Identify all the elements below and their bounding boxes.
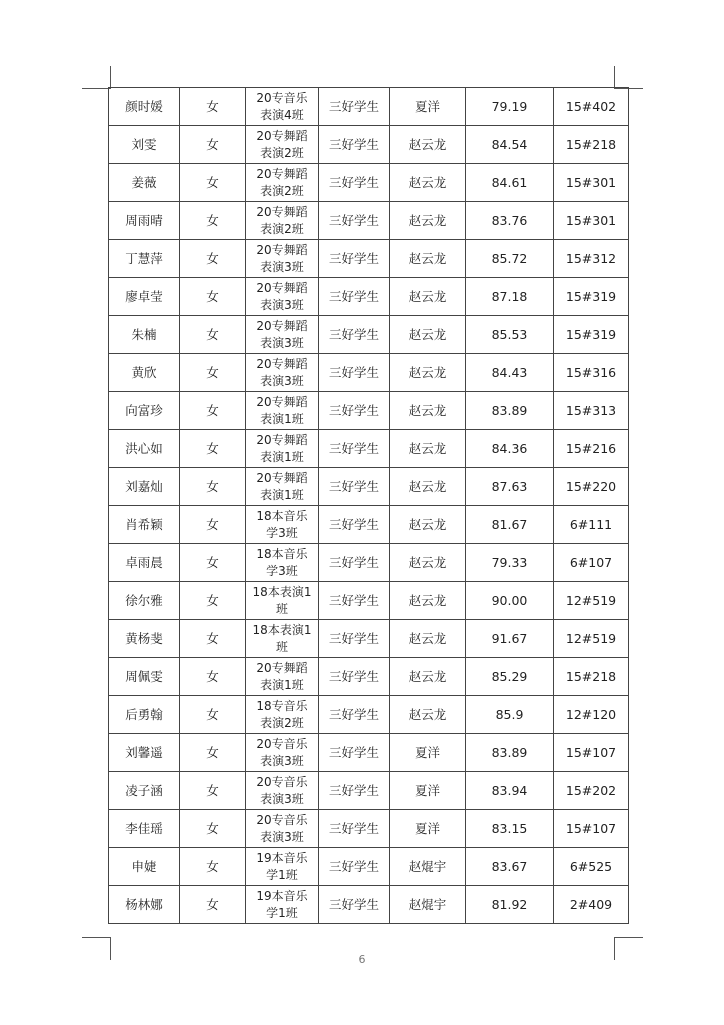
advisor-cell: 赵云龙 — [390, 696, 466, 734]
name-cell: 徐尔雅 — [109, 582, 180, 620]
table-row — [109, 164, 629, 202]
award-cell: 三好学生 — [319, 126, 390, 164]
class-line-2: 学1班 — [266, 905, 298, 920]
advisor-cell: 赵云龙 — [390, 392, 466, 430]
gender-cell: 女 — [180, 620, 246, 658]
advisor-cell: 赵云龙 — [390, 354, 466, 392]
gender-cell: 女 — [180, 696, 246, 734]
score-cell: 79.19 — [466, 88, 554, 126]
class-line-1: 20专舞蹈 — [256, 470, 308, 485]
table-row — [109, 544, 629, 582]
table-row — [109, 506, 629, 544]
advisor-cell: 夏洋 — [390, 810, 466, 848]
page-number: 6 — [358, 953, 366, 966]
name-cell: 肖希颖 — [109, 506, 180, 544]
class-cell — [246, 88, 319, 126]
class-cell — [246, 734, 319, 772]
class-cell — [246, 620, 319, 658]
advisor-cell: 夏洋 — [390, 772, 466, 810]
score-cell: 85.9 — [466, 696, 554, 734]
advisor-cell: 赵云龙 — [390, 620, 466, 658]
class-line-2: 学3班 — [266, 525, 298, 540]
class-line-2: 班 — [275, 601, 288, 616]
gender-cell: 女 — [180, 506, 246, 544]
class-line-1: 20专舞蹈 — [256, 432, 308, 447]
class-line-2: 表演3班 — [260, 259, 304, 274]
class-line-1: 20专舞蹈 — [256, 280, 308, 295]
name-cell: 卓雨晨 — [109, 544, 180, 582]
class-line-1: 20专舞蹈 — [256, 166, 308, 181]
award-cell: 三好学生 — [319, 658, 390, 696]
advisor-cell: 赵云龙 — [390, 126, 466, 164]
score-cell: 81.92 — [466, 886, 554, 924]
score-cell: 85.53 — [466, 316, 554, 354]
table-row — [109, 126, 629, 164]
score-cell: 84.43 — [466, 354, 554, 392]
advisor-cell: 赵云龙 — [390, 506, 466, 544]
name-cell: 周佩雯 — [109, 658, 180, 696]
class-line-1: 18专音乐 — [256, 698, 308, 713]
table-row — [109, 810, 629, 848]
class-cell — [246, 810, 319, 848]
student-award-table — [108, 87, 629, 924]
name-cell: 姜薇 — [109, 164, 180, 202]
dorm-cell: 15#301 — [554, 164, 629, 202]
gender-cell: 女 — [180, 810, 246, 848]
advisor-cell: 赵云龙 — [390, 202, 466, 240]
table-body — [109, 88, 629, 924]
class-cell — [246, 772, 319, 810]
dorm-cell: 15#319 — [554, 316, 629, 354]
award-cell: 三好学生 — [319, 582, 390, 620]
score-cell: 79.33 — [466, 544, 554, 582]
gender-cell: 女 — [180, 582, 246, 620]
dorm-cell: 15#313 — [554, 392, 629, 430]
class-line-2: 表演2班 — [260, 145, 304, 160]
gender-cell: 女 — [180, 278, 246, 316]
name-cell: 刘嘉灿 — [109, 468, 180, 506]
dorm-cell: 15#218 — [554, 658, 629, 696]
table-row — [109, 316, 629, 354]
name-cell: 黄欣 — [109, 354, 180, 392]
advisor-cell: 赵云龙 — [390, 164, 466, 202]
table-row — [109, 734, 629, 772]
table-row — [109, 772, 629, 810]
class-line-2: 表演1班 — [260, 677, 304, 692]
class-line-1: 20专舞蹈 — [256, 356, 308, 371]
dorm-cell: 12#519 — [554, 620, 629, 658]
class-line-2: 表演4班 — [260, 107, 304, 122]
advisor-cell: 赵云龙 — [390, 430, 466, 468]
score-cell: 83.89 — [466, 734, 554, 772]
gender-cell: 女 — [180, 468, 246, 506]
advisor-cell: 赵云龙 — [390, 278, 466, 316]
dorm-cell: 6#107 — [554, 544, 629, 582]
class-line-2: 表演1班 — [260, 411, 304, 426]
crop-mark-top-right — [614, 66, 643, 89]
award-cell: 三好学生 — [319, 886, 390, 924]
class-cell — [246, 696, 319, 734]
class-line-1: 20专舞蹈 — [256, 318, 308, 333]
award-cell: 三好学生 — [319, 88, 390, 126]
class-cell — [246, 582, 319, 620]
name-cell: 周雨晴 — [109, 202, 180, 240]
name-cell: 朱楠 — [109, 316, 180, 354]
table-row — [109, 696, 629, 734]
dorm-cell: 15#220 — [554, 468, 629, 506]
class-line-1: 20专舞蹈 — [256, 204, 308, 219]
score-cell: 85.72 — [466, 240, 554, 278]
class-cell — [246, 886, 319, 924]
table-row — [109, 886, 629, 924]
class-cell — [246, 278, 319, 316]
dorm-cell: 6#525 — [554, 848, 629, 886]
class-cell — [246, 126, 319, 164]
crop-mark-top-left — [82, 66, 111, 89]
class-cell — [246, 202, 319, 240]
class-line-2: 表演3班 — [260, 335, 304, 350]
advisor-cell: 赵云龙 — [390, 316, 466, 354]
dorm-cell: 2#409 — [554, 886, 629, 924]
class-line-1: 18本表演1 — [252, 622, 312, 637]
award-cell: 三好学生 — [319, 164, 390, 202]
score-cell: 81.67 — [466, 506, 554, 544]
class-line-1: 20专舞蹈 — [256, 660, 308, 675]
class-line-2: 班 — [275, 639, 288, 654]
class-line-2: 表演2班 — [260, 715, 304, 730]
advisor-cell: 赵云龙 — [390, 240, 466, 278]
class-cell — [246, 658, 319, 696]
award-cell: 三好学生 — [319, 544, 390, 582]
name-cell: 丁慧萍 — [109, 240, 180, 278]
class-line-2: 表演1班 — [260, 449, 304, 464]
class-line-2: 表演2班 — [260, 221, 304, 236]
gender-cell: 女 — [180, 430, 246, 468]
award-cell: 三好学生 — [319, 810, 390, 848]
award-cell: 三好学生 — [319, 354, 390, 392]
dorm-cell: 15#312 — [554, 240, 629, 278]
score-cell: 90.00 — [466, 582, 554, 620]
name-cell: 颜时媛 — [109, 88, 180, 126]
class-line-2: 学3班 — [266, 563, 298, 578]
gender-cell: 女 — [180, 734, 246, 772]
class-line-1: 18本音乐 — [256, 546, 308, 561]
class-cell — [246, 316, 319, 354]
score-cell: 85.29 — [466, 658, 554, 696]
score-cell: 83.89 — [466, 392, 554, 430]
gender-cell: 女 — [180, 544, 246, 582]
dorm-cell: 15#316 — [554, 354, 629, 392]
dorm-cell: 15#301 — [554, 202, 629, 240]
gender-cell: 女 — [180, 126, 246, 164]
score-cell: 84.36 — [466, 430, 554, 468]
advisor-cell: 赵焜宇 — [390, 886, 466, 924]
dorm-cell: 15#107 — [554, 810, 629, 848]
score-cell: 87.63 — [466, 468, 554, 506]
gender-cell: 女 — [180, 848, 246, 886]
gender-cell: 女 — [180, 658, 246, 696]
award-cell: 三好学生 — [319, 202, 390, 240]
class-line-2: 学1班 — [266, 867, 298, 882]
gender-cell: 女 — [180, 240, 246, 278]
score-cell: 87.18 — [466, 278, 554, 316]
class-line-2: 表演3班 — [260, 297, 304, 312]
class-line-1: 19本音乐 — [256, 888, 308, 903]
award-cell: 三好学生 — [319, 734, 390, 772]
dorm-cell: 15#402 — [554, 88, 629, 126]
name-cell: 李佳瑶 — [109, 810, 180, 848]
class-line-2: 表演3班 — [260, 373, 304, 388]
class-cell — [246, 544, 319, 582]
class-line-1: 18本音乐 — [256, 508, 308, 523]
table-row — [109, 240, 629, 278]
advisor-cell: 赵云龙 — [390, 582, 466, 620]
table-row — [109, 354, 629, 392]
table-row — [109, 582, 629, 620]
class-line-1: 18本表演1 — [252, 584, 312, 599]
award-cell: 三好学生 — [319, 848, 390, 886]
award-cell: 三好学生 — [319, 506, 390, 544]
gender-cell: 女 — [180, 164, 246, 202]
award-cell: 三好学生 — [319, 240, 390, 278]
score-cell: 83.15 — [466, 810, 554, 848]
class-cell — [246, 240, 319, 278]
class-cell — [246, 392, 319, 430]
dorm-cell: 15#107 — [554, 734, 629, 772]
class-line-1: 20专舞蹈 — [256, 394, 308, 409]
name-cell: 向富珍 — [109, 392, 180, 430]
advisor-cell: 赵云龙 — [390, 544, 466, 582]
class-line-2: 表演3班 — [260, 753, 304, 768]
score-cell: 83.76 — [466, 202, 554, 240]
class-line-2: 表演3班 — [260, 791, 304, 806]
award-cell: 三好学生 — [319, 468, 390, 506]
table-row — [109, 430, 629, 468]
advisor-cell: 赵焜宇 — [390, 848, 466, 886]
table-row — [109, 468, 629, 506]
score-cell: 84.54 — [466, 126, 554, 164]
award-cell: 三好学生 — [319, 430, 390, 468]
dorm-cell: 6#111 — [554, 506, 629, 544]
score-cell: 83.67 — [466, 848, 554, 886]
class-line-1: 20专舞蹈 — [256, 242, 308, 257]
table-row — [109, 202, 629, 240]
class-line-2: 表演1班 — [260, 487, 304, 502]
class-cell — [246, 354, 319, 392]
name-cell: 杨林娜 — [109, 886, 180, 924]
gender-cell: 女 — [180, 392, 246, 430]
class-cell — [246, 468, 319, 506]
name-cell: 申婕 — [109, 848, 180, 886]
score-cell: 83.94 — [466, 772, 554, 810]
name-cell: 廖卓莹 — [109, 278, 180, 316]
award-cell: 三好学生 — [319, 620, 390, 658]
table-row — [109, 278, 629, 316]
class-line-1: 20专音乐 — [256, 90, 308, 105]
advisor-cell: 赵云龙 — [390, 658, 466, 696]
class-cell — [246, 164, 319, 202]
table-row — [109, 88, 629, 126]
dorm-cell: 15#218 — [554, 126, 629, 164]
name-cell: 后勇翰 — [109, 696, 180, 734]
class-cell — [246, 848, 319, 886]
name-cell: 凌子涵 — [109, 772, 180, 810]
table-row — [109, 392, 629, 430]
class-line-1: 20专舞蹈 — [256, 128, 308, 143]
gender-cell: 女 — [180, 202, 246, 240]
table-row — [109, 848, 629, 886]
dorm-cell: 15#319 — [554, 278, 629, 316]
advisor-cell: 赵云龙 — [390, 468, 466, 506]
dorm-cell: 12#120 — [554, 696, 629, 734]
gender-cell: 女 — [180, 316, 246, 354]
gender-cell: 女 — [180, 354, 246, 392]
score-cell: 91.67 — [466, 620, 554, 658]
class-line-1: 20专音乐 — [256, 774, 308, 789]
class-line-2: 表演2班 — [260, 183, 304, 198]
advisor-cell: 夏洋 — [390, 88, 466, 126]
gender-cell: 女 — [180, 772, 246, 810]
table-row — [109, 620, 629, 658]
award-cell: 三好学生 — [319, 278, 390, 316]
name-cell: 黄杨斐 — [109, 620, 180, 658]
class-line-1: 19本音乐 — [256, 850, 308, 865]
advisor-cell: 夏洋 — [390, 734, 466, 772]
award-cell: 三好学生 — [319, 772, 390, 810]
award-cell: 三好学生 — [319, 392, 390, 430]
dorm-cell: 15#216 — [554, 430, 629, 468]
award-cell: 三好学生 — [319, 696, 390, 734]
class-line-1: 20专音乐 — [256, 736, 308, 751]
class-line-1: 20专音乐 — [256, 812, 308, 827]
dorm-cell: 15#202 — [554, 772, 629, 810]
table-row — [109, 658, 629, 696]
gender-cell: 女 — [180, 886, 246, 924]
dorm-cell: 12#519 — [554, 582, 629, 620]
class-cell — [246, 506, 319, 544]
class-line-2: 表演3班 — [260, 829, 304, 844]
gender-cell: 女 — [180, 88, 246, 126]
name-cell: 刘雯 — [109, 126, 180, 164]
award-cell: 三好学生 — [319, 316, 390, 354]
class-cell — [246, 430, 319, 468]
name-cell: 刘馨遥 — [109, 734, 180, 772]
score-cell: 84.61 — [466, 164, 554, 202]
name-cell: 洪心如 — [109, 430, 180, 468]
